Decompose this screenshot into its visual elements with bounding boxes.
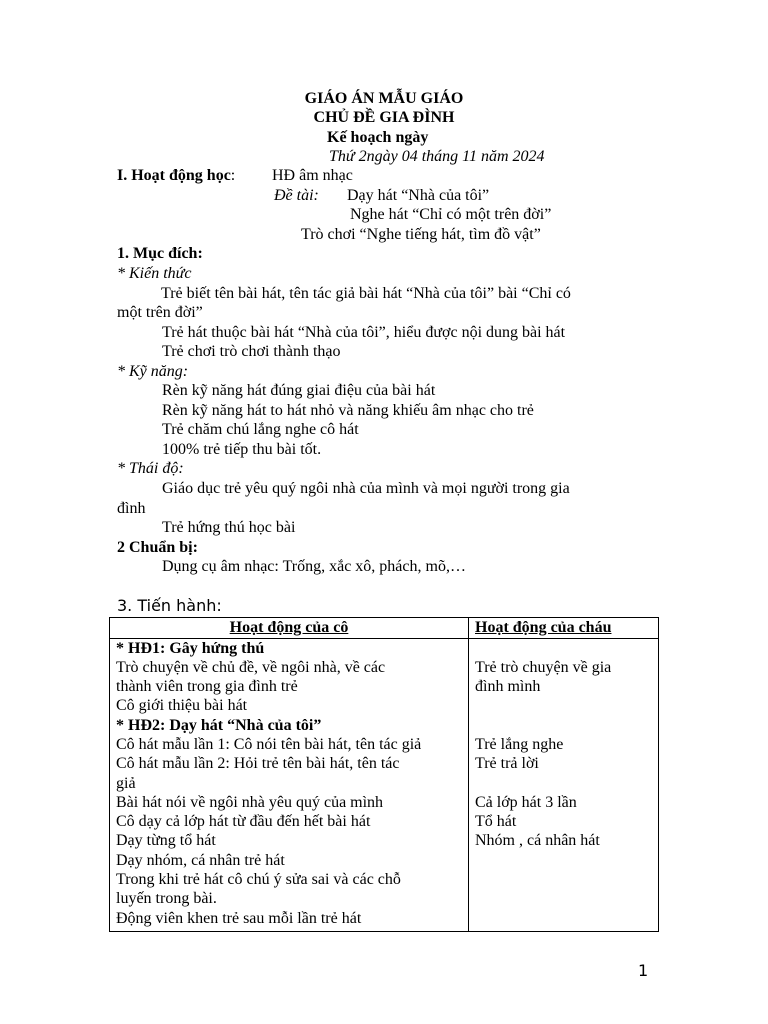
topic-item-3: Trò chơi “Nghe tiếng hát, tìm đồ vật” [301, 226, 541, 243]
child-activity-line [475, 889, 652, 908]
teacher-activity-line: Cô dạy cả lớp hát từ đầu đến hết bài hát [116, 813, 371, 831]
child-activity-line: Trẻ lắng nghe [475, 735, 564, 753]
lesson-date: Thứ 2ngày 04 tháng 11 năm 2024 [329, 148, 545, 165]
child-activity-line: Nhóm , cá nhân hát [475, 832, 600, 850]
teacher-activity-line: * HĐ2: Dạy hát “Nhà của tôi” [116, 716, 322, 734]
child-activity-line [475, 696, 652, 715]
activity-value: HĐ âm nhạc [272, 167, 353, 184]
child-activity-line: Cả lớp hát 3 lần [475, 793, 577, 811]
teacher-column-header-cell [110, 618, 469, 639]
child-activity-line [475, 909, 652, 928]
child-activity-line: đình mình [475, 678, 541, 696]
activity-label: I. Hoạt động học [117, 167, 231, 184]
teacher-column-header: Hoạt động của cô [229, 619, 349, 636]
activity-line [117, 166, 235, 185]
topic-item-2: Nghe hát “Chỉ có một trên đời” [350, 206, 552, 223]
preparation-heading: 2 Chuẩn bị: [117, 539, 198, 556]
child-activities-cell [469, 638, 659, 932]
purpose-heading: 1. Mục đích: [117, 245, 203, 262]
skills-item-4: 100% trẻ tiếp thu bài tốt. [162, 441, 322, 458]
topic-label: Đề tài: [274, 187, 319, 204]
teacher-activities-cell [110, 638, 469, 932]
teacher-activity-line: Bài hát nói về ngôi nhà yêu quý của mình [116, 793, 384, 811]
activity-table-header-row [110, 618, 659, 639]
teacher-activity-line: Trong khi trẻ hát cô chú ý sửa sai và các chỗ [116, 871, 401, 889]
plan-heading: Kế hoạch ngày [327, 129, 429, 146]
child-activity-line [475, 851, 652, 870]
document-title: GIÁO ÁN MẪU GIÁO [304, 90, 464, 107]
activity-table [109, 617, 659, 932]
page-number: 1 [638, 961, 649, 980]
knowledge-item-1-cont: một trên đời” [117, 304, 203, 321]
topic-item-1: Dạy hát “Nhà của tôi” [347, 187, 490, 204]
child-activity-line [475, 716, 652, 735]
teacher-activity-line: * HĐ1: Gây hứng thú [116, 639, 265, 657]
skills-item-1: Rèn kỹ năng hát đúng giai điệu của bài hát [162, 382, 436, 399]
skills-item-3: Trẻ chăm chú lắng nghe cô hát [162, 421, 359, 438]
attitude-heading: * Thái độ: [117, 460, 184, 477]
child-activity-line [475, 774, 652, 793]
activity-colon: : [230, 167, 236, 184]
attitude-item-1-cont: đình [117, 500, 146, 517]
teacher-activity-line: Dạy nhóm, cá nhân trẻ hát [116, 851, 285, 869]
document-theme: CHỦ ĐỀ GIA ĐÌNH [313, 109, 455, 126]
attitude-item-2: Trẻ hứng thú học bài [162, 519, 296, 536]
teacher-activity-line: Trò chuyện về chủ đề, về ngôi nhà, về các [116, 658, 386, 676]
teacher-activity-line: thành viên trong gia đình trẻ [116, 678, 298, 696]
teacher-activity-line: Cô giới thiệu bài hát [116, 697, 248, 715]
knowledge-item-2: Trẻ hát thuộc bài hát “Nhà của tôi”, hiểu được nội dung bài hát [162, 324, 566, 341]
knowledge-heading: * Kiến thức [117, 265, 192, 282]
child-column-header-cell [469, 618, 659, 639]
teacher-activity-line: Động viên khen trẻ sau mỗi lần trẻ hát [116, 909, 362, 927]
activity-table-body-row [110, 638, 659, 932]
skills-item-2: Rèn kỹ năng hát to hát nhỏ và năng khiếu âm nhạc cho trẻ [162, 402, 534, 419]
child-activity-line [475, 870, 652, 889]
child-activity-line: Trẻ trò chuyện về gia [475, 658, 612, 676]
teacher-activity-line: Cô hát mẫu lần 1: Cô nói tên bài hát, tên tác giả [116, 735, 422, 753]
attitude-item-1: Giáo dục trẻ yêu quý ngôi nhà của mình và mọi người trong gia [162, 480, 570, 497]
child-column-header: Hoạt động của cháu [475, 619, 612, 636]
procedure-heading: 3. Tiến hành: [117, 596, 222, 615]
knowledge-item-3: Trẻ chơi trò chơi thành thạo [162, 343, 341, 360]
knowledge-item-1: Trẻ biết tên bài hát, tên tác giả bài hát “Nhà của tôi” bài “Chỉ có [161, 285, 571, 302]
skills-heading: * Kỹ năng: [117, 363, 189, 380]
teacher-activity-line: Cô hát mẫu lần 2: Hỏi trẻ tên bài hát, tên tác [116, 755, 400, 773]
preparation-item-1: Dụng cụ âm nhạc: Trống, xắc xô, phách, mõ,… [162, 558, 466, 575]
child-activity-line: Trẻ trả lời [475, 755, 539, 773]
teacher-activity-line: Dạy từng tổ hát [116, 832, 216, 850]
teacher-activity-line: giả [116, 774, 136, 792]
child-activity-line: Tổ hát [475, 813, 517, 831]
teacher-activity-line: luyến trong bài. [116, 890, 217, 908]
child-activity-line [475, 639, 652, 658]
